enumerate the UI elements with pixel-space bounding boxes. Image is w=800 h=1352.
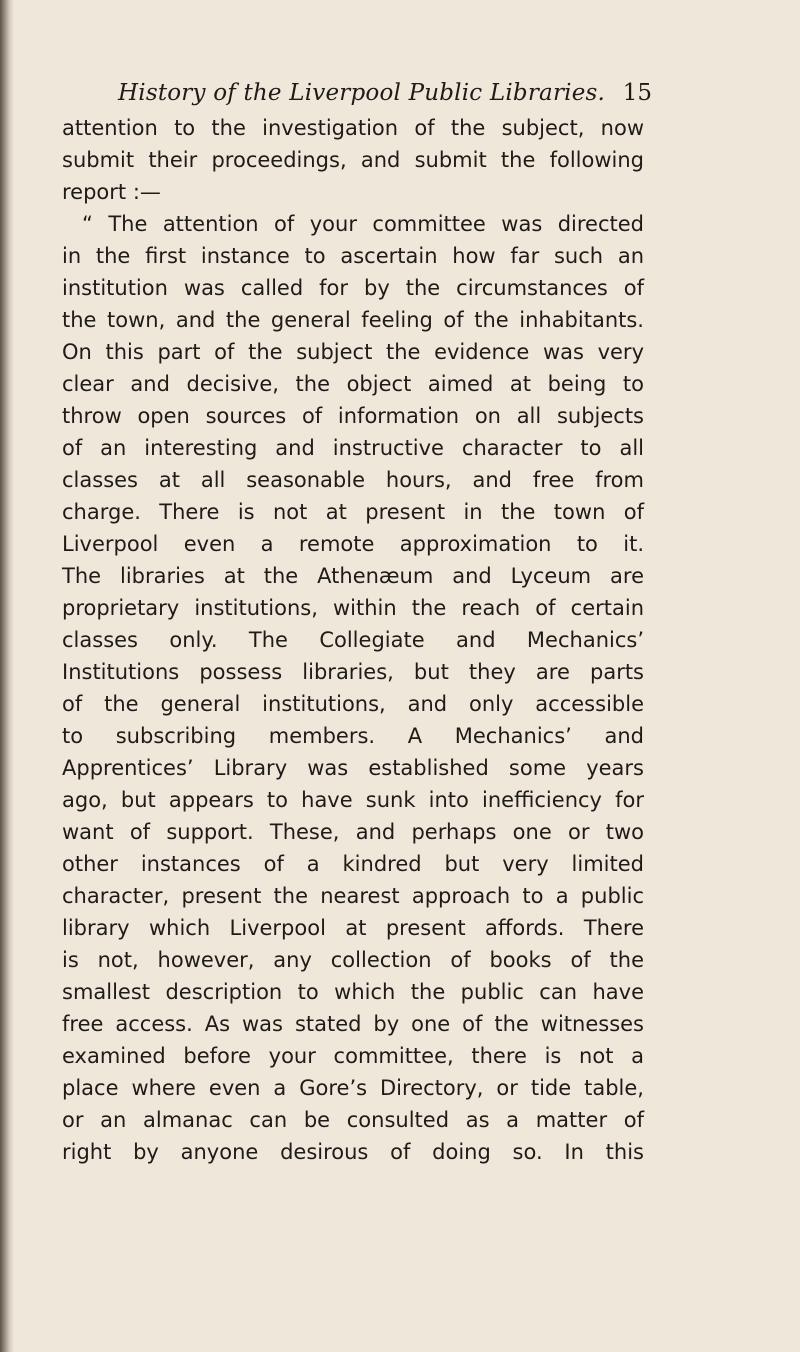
text-line: The libraries at the Athenæum and Lyceum are — [62, 564, 644, 588]
text-line: other instances of a kindred but very limited — [62, 852, 644, 876]
text-line: Liverpool even a remote approximation to it. — [62, 532, 644, 556]
text-line: of an interesting and instructive character to all — [62, 436, 644, 460]
text-line: Institutions possess libraries, but they are parts — [62, 660, 644, 684]
text-line: Apprentices’ Library was established some years — [62, 756, 644, 780]
text-line: ago, but appears to have sunk into inefficiency for — [62, 788, 644, 812]
text-line: “ The attention of your committee was directed — [82, 212, 644, 236]
text-line: submit their proceedings, and submit the following — [62, 148, 644, 172]
text-line: On this part of the subject the evidence was very — [62, 340, 644, 364]
text-line: or an almanac can be consulted as a matter of — [62, 1108, 644, 1132]
text-line: smallest description to which the public can have — [62, 980, 644, 1004]
page-number: 15 — [622, 80, 652, 106]
text-line: in the first instance to ascertain how far such an — [62, 244, 644, 268]
running-title: History of the Liverpool Public Libraries. — [118, 80, 606, 106]
text-line: throw open sources of information on all subjects — [62, 404, 644, 428]
text-line: the town, and the general feeling of the inhabitants. — [62, 308, 644, 332]
text-line: charge. There is not at present in the town of — [62, 500, 644, 524]
text-line: is not, however, any collection of books of the — [62, 948, 644, 972]
page-binding-edge — [0, 0, 14, 1352]
text-line: proprietary institutions, within the reach of certain — [62, 596, 644, 620]
text-line: to subscribing members. A Mechanics’ and — [62, 724, 644, 748]
text-line: attention to the investigation of the subject, now — [62, 116, 644, 140]
text-line: library which Liverpool at present affords. There — [62, 916, 644, 940]
text-line: examined before your committee, there is not a — [62, 1044, 644, 1068]
text-line: of the general institutions, and only accessible — [62, 692, 644, 716]
text-line: report :— — [62, 180, 161, 204]
text-line: want of support. These, and perhaps one or two — [62, 820, 644, 844]
text-line: institution was called for by the circumstances of — [62, 276, 644, 300]
text-line: place where even a Gore’s Directory, or tide table, — [62, 1076, 644, 1100]
text-line: free access. As was stated by one of the witnesses — [62, 1012, 644, 1036]
body-text — [62, 112, 644, 1168]
text-line: clear and decisive, the object aimed at being to — [62, 372, 644, 396]
text-line: character, present the nearest approach to a public — [62, 884, 644, 908]
text-line: classes only. The Collegiate and Mechanics’ — [62, 628, 644, 652]
text-line: classes at all seasonable hours, and free from — [62, 468, 644, 492]
text-line: right by anyone desirous of doing so. In this — [62, 1140, 644, 1164]
